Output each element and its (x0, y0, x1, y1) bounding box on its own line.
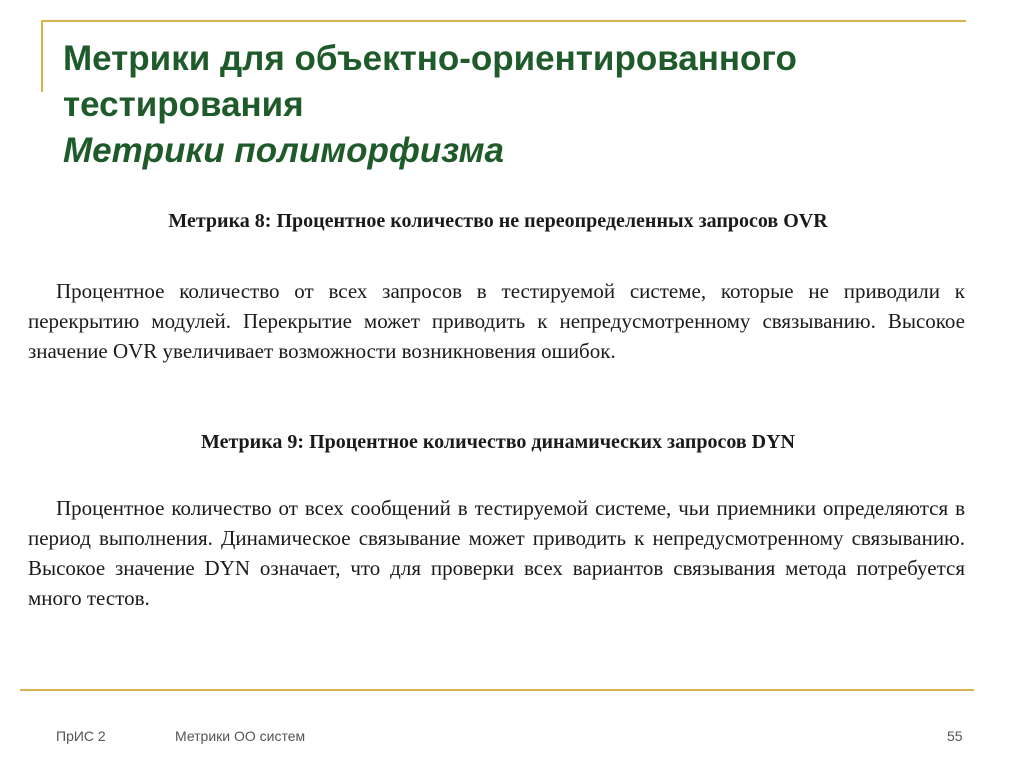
metric8-paragraph: Процентное количество от всех запросов в тестируемой системе, которые не приводили к перекрытию модулей. Перекрытие может приводить к непредусмотренному связыванию. Высокое значение OVR увеличивает возможности возникновения ошибок. (28, 279, 965, 363)
metric8-heading: Метрика 8: Процентное количество не переопределенных запросов OVR (168, 210, 828, 232)
footer-center: Метрики ОО систем (175, 728, 306, 744)
bottom-rule (20, 689, 974, 691)
metric9-paragraph: Процентное количество от всех сообщений в тестируемой системе, чьи приемники определяются в период выполнения. Динамическое связывание может приводить к непредусмотренному связыванию. Высокое значение DYN означает, что для проверки всех вариантов связывания метода потребуется много тестов. (28, 496, 965, 610)
slide-title (63, 36, 973, 174)
left-rule (41, 20, 43, 92)
footer-left: ПрИС 2 (56, 728, 106, 744)
title-line-2: тестирования (63, 85, 304, 124)
top-rule (41, 20, 966, 22)
title-line-1: Метрики для объектно-ориентированного (63, 39, 797, 78)
page-number: 55 (947, 728, 963, 744)
slide-subtitle: Метрики полиморфизма (63, 131, 505, 170)
metric9-heading: Метрика 9: Процентное количество динамических запросов DYN (201, 431, 795, 453)
